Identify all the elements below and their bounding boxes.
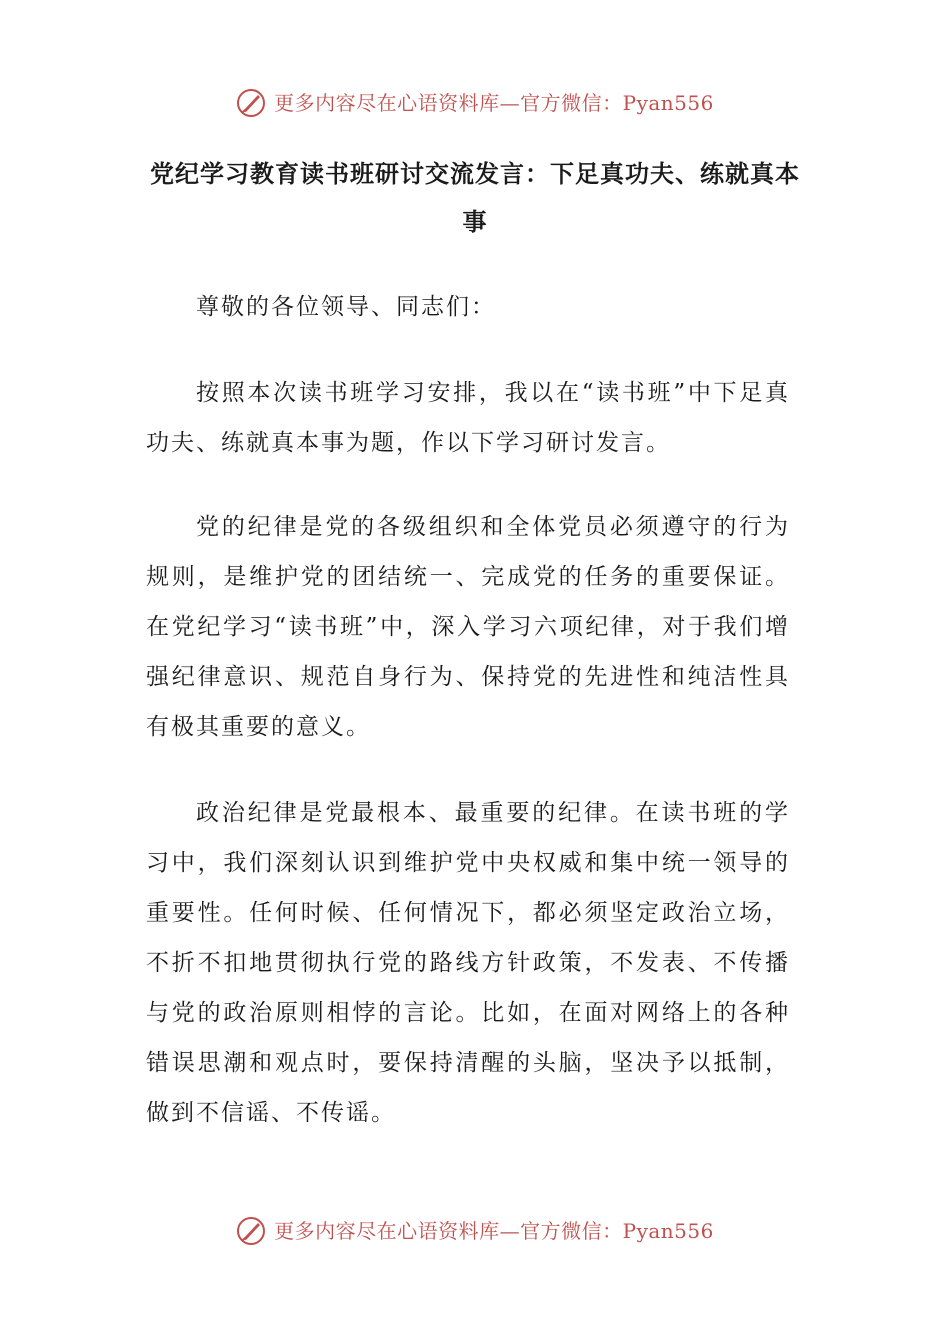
paragraph-intro: 按照本次读书班学习安排，我以在“读书班”中下足真功夫、练就真本事为题，作以下学习研讨发言。 bbox=[146, 380, 790, 456]
paragraph-discipline: 党的纪律是党的各级组织和全体党员必须遵守的行为规则，是维护党的团结统一、完成党的任务的重要保证。在党纪学习“读书班”中，深入学习六项纪律，对于我们增强纪律意识、规范自身行为、保持党的先进性和纯洁性具有极其重要的意义。 bbox=[146, 514, 790, 740]
watermark-text: 更多内容尽在心语资料库—官方微信：Pyan556 bbox=[274, 1219, 714, 1243]
quill-logo-icon bbox=[236, 1216, 266, 1246]
greeting: 尊敬的各位领导、同志们： bbox=[196, 294, 496, 320]
header-watermark bbox=[0, 88, 950, 118]
document-title: 党纪学习教育读书班研讨交流发言：下足真功夫、练就真本事 bbox=[150, 160, 800, 236]
quill-logo-icon bbox=[236, 88, 266, 118]
watermark-text: 更多内容尽在心语资料库—官方微信：Pyan556 bbox=[274, 91, 714, 115]
paragraph-political-discipline: 政治纪律是党最根本、最重要的纪律。在读书班的学习中，我们深刻认识到维护党中央权威和集中统一领导的重要性。任何时候、任何情况下，都必须坚定政治立场，不折不扣地贯彻执行党的路线方针政策，不发表、不传播与党的政治原则相悖的言论。比如，在面对网络上的各种错误思潮和观点时，要保持清醒的头脑，坚决予以抵制，做到不信谣、不传谣。 bbox=[146, 800, 790, 1126]
footer-watermark bbox=[0, 1216, 950, 1246]
